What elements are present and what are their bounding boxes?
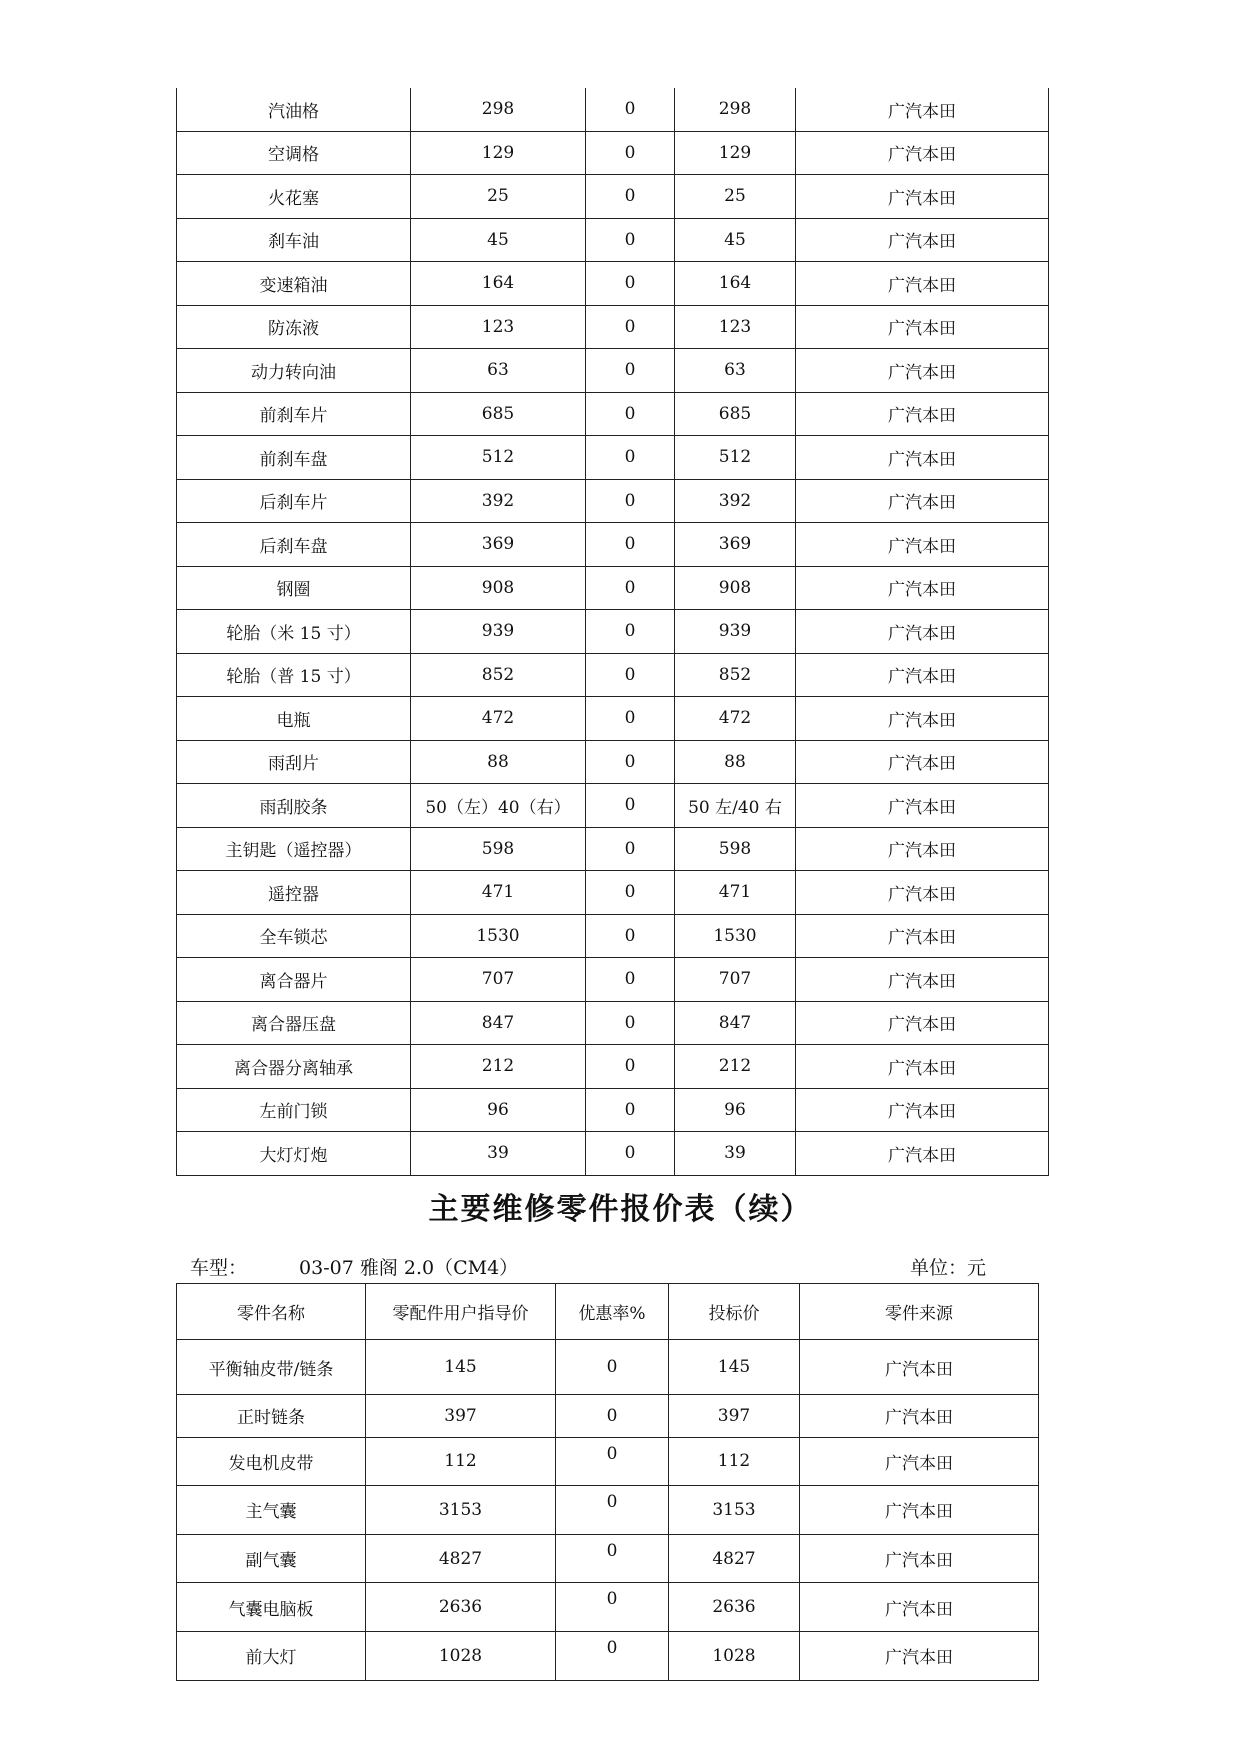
discount-cell: 0	[586, 175, 675, 219]
table-row	[177, 871, 1049, 915]
part-name-cell: 后刹车盘	[177, 523, 411, 567]
header-guide-price: 零配件用户指导价	[366, 1284, 556, 1340]
discount-cell: 0	[556, 1486, 669, 1535]
bid-price-cell: 39	[675, 1132, 796, 1176]
part-source-cell: 广汽本田	[796, 566, 1049, 610]
discount-cell: 0	[586, 479, 675, 523]
guide-price-cell: 4827	[366, 1534, 556, 1583]
bid-price-cell: 397	[669, 1395, 800, 1438]
table-row	[177, 958, 1049, 1002]
part-source-cell: 广汽本田	[796, 1132, 1049, 1176]
part-name-cell: 空调格	[177, 131, 411, 175]
discount-cell: 0	[586, 262, 675, 306]
bid-price-cell: 63	[675, 349, 796, 393]
guide-price-cell: 212	[411, 1045, 586, 1089]
part-name-cell: 主钥匙（遥控器）	[177, 827, 411, 871]
bid-price-cell: 685	[675, 392, 796, 436]
table-row	[177, 1088, 1049, 1132]
bid-price-cell: 129	[675, 131, 796, 175]
table-row	[177, 1486, 1039, 1535]
table-row	[177, 740, 1049, 784]
table-header-row	[177, 1284, 1039, 1340]
table-row	[177, 1001, 1049, 1045]
guide-price-cell: 50（左）40（右）	[411, 784, 586, 828]
guide-price-cell: 2636	[366, 1583, 556, 1632]
table-row	[177, 218, 1049, 262]
parts-price-table-continued	[176, 88, 1049, 1176]
part-name-cell: 前大灯	[177, 1631, 366, 1680]
part-source-cell: 广汽本田	[800, 1631, 1039, 1680]
bid-price-cell: 852	[675, 653, 796, 697]
model-label: 车型：	[190, 1257, 248, 1279]
part-name-cell: 气囊电脑板	[177, 1583, 366, 1632]
table-row	[177, 131, 1049, 175]
discount-cell: 0	[586, 610, 675, 654]
bid-price-cell: 145	[669, 1340, 800, 1395]
discount-cell: 0	[586, 697, 675, 741]
bid-price-cell: 598	[675, 827, 796, 871]
guide-price-cell: 512	[411, 436, 586, 480]
discount-cell: 0	[586, 871, 675, 915]
table-row	[177, 1437, 1039, 1486]
table-row	[177, 1340, 1039, 1395]
guide-price-cell: 939	[411, 610, 586, 654]
bid-price-cell: 88	[675, 740, 796, 784]
header-bid-price: 投标价	[669, 1284, 800, 1340]
table-row	[177, 479, 1049, 523]
discount-cell: 0	[586, 218, 675, 262]
part-name-cell: 前刹车片	[177, 392, 411, 436]
bid-price-cell: 847	[675, 1001, 796, 1045]
discount-cell: 0	[586, 1088, 675, 1132]
discount-cell: 0	[586, 566, 675, 610]
part-name-cell: 大灯灯炮	[177, 1132, 411, 1176]
part-source-cell: 广汽本田	[796, 740, 1049, 784]
bid-price-cell: 112	[669, 1437, 800, 1486]
parts-table-body	[177, 88, 1049, 1175]
table-row	[177, 1132, 1049, 1176]
part-name-cell: 副气囊	[177, 1534, 366, 1583]
bid-price-cell: 471	[675, 871, 796, 915]
guide-price-cell: 472	[411, 697, 586, 741]
part-source-cell: 广汽本田	[796, 784, 1049, 828]
bid-price-cell: 512	[675, 436, 796, 480]
table-row	[177, 305, 1049, 349]
guide-price-cell: 1530	[411, 914, 586, 958]
header-part-source: 零件来源	[800, 1284, 1039, 1340]
discount-cell: 0	[586, 131, 675, 175]
parts-table-body	[177, 1284, 1039, 1681]
table-row	[177, 88, 1049, 131]
guide-price-cell: 298	[411, 88, 586, 131]
guide-price-cell: 88	[411, 740, 586, 784]
part-source-cell: 广汽本田	[800, 1437, 1039, 1486]
discount-cell: 0	[586, 958, 675, 1002]
part-source-cell: 广汽本田	[800, 1340, 1039, 1395]
part-name-cell: 火花塞	[177, 175, 411, 219]
part-name-cell: 发电机皮带	[177, 1437, 366, 1486]
part-name-cell: 轮胎（普 15 寸）	[177, 653, 411, 697]
discount-cell: 0	[586, 523, 675, 567]
bid-price-cell: 392	[675, 479, 796, 523]
discount-cell: 0	[586, 1001, 675, 1045]
table-row	[177, 697, 1049, 741]
bid-price-cell: 45	[675, 218, 796, 262]
table-row	[177, 914, 1049, 958]
part-source-cell: 广汽本田	[796, 697, 1049, 741]
discount-cell: 0	[586, 392, 675, 436]
part-source-cell: 广汽本田	[796, 392, 1049, 436]
guide-price-cell: 1028	[366, 1631, 556, 1680]
table-row	[177, 566, 1049, 610]
part-source-cell: 广汽本田	[796, 262, 1049, 306]
table-row	[177, 523, 1049, 567]
part-name-cell: 电瓶	[177, 697, 411, 741]
table-row	[177, 784, 1049, 828]
guide-price-cell: 685	[411, 392, 586, 436]
part-source-cell: 广汽本田	[800, 1534, 1039, 1583]
part-name-cell: 离合器分离轴承	[177, 1045, 411, 1089]
bid-price-cell: 2636	[669, 1583, 800, 1632]
discount-cell: 0	[556, 1583, 669, 1632]
guide-price-cell: 369	[411, 523, 586, 567]
part-source-cell: 广汽本田	[796, 305, 1049, 349]
part-source-cell: 广汽本田	[796, 436, 1049, 480]
table-row	[177, 610, 1049, 654]
part-source-cell: 广汽本田	[796, 1088, 1049, 1132]
discount-cell: 0	[586, 914, 675, 958]
bid-price-cell: 212	[675, 1045, 796, 1089]
discount-cell: 0	[586, 784, 675, 828]
discount-cell: 0	[586, 88, 675, 131]
bid-price-cell: 4827	[669, 1534, 800, 1583]
guide-price-cell: 45	[411, 218, 586, 262]
bid-price-cell: 96	[675, 1088, 796, 1132]
guide-price-cell: 852	[411, 653, 586, 697]
discount-cell: 0	[586, 436, 675, 480]
bid-price-cell: 3153	[669, 1486, 800, 1535]
guide-price-cell: 598	[411, 827, 586, 871]
part-source-cell: 广汽本田	[796, 827, 1049, 871]
table-row	[177, 1395, 1039, 1438]
part-name-cell: 主气囊	[177, 1486, 366, 1535]
part-name-cell: 离合器压盘	[177, 1001, 411, 1045]
guide-price-cell: 123	[411, 305, 586, 349]
guide-price-cell: 164	[411, 262, 586, 306]
guide-price-cell: 112	[366, 1437, 556, 1486]
table-row	[177, 1583, 1039, 1632]
parts-price-table	[176, 1283, 1039, 1681]
discount-cell: 0	[586, 827, 675, 871]
table-row	[177, 1631, 1039, 1680]
guide-price-cell: 847	[411, 1001, 586, 1045]
guide-price-cell: 471	[411, 871, 586, 915]
bid-price-cell: 298	[675, 88, 796, 131]
part-source-cell: 广汽本田	[800, 1583, 1039, 1632]
part-name-cell: 防冻液	[177, 305, 411, 349]
part-source-cell: 广汽本田	[796, 479, 1049, 523]
discount-cell: 0	[586, 1045, 675, 1089]
guide-price-cell: 96	[411, 1088, 586, 1132]
table-row	[177, 1045, 1049, 1089]
discount-cell: 0	[556, 1395, 669, 1438]
bid-price-cell: 123	[675, 305, 796, 349]
guide-price-cell: 63	[411, 349, 586, 393]
guide-price-cell: 145	[366, 1340, 556, 1395]
part-name-cell: 变速箱油	[177, 262, 411, 306]
table-row	[177, 1534, 1039, 1583]
part-name-cell: 刹车油	[177, 218, 411, 262]
table-row	[177, 436, 1049, 480]
page-title: 主要维修零件报价表（续）	[428, 1192, 813, 1227]
guide-price-cell: 392	[411, 479, 586, 523]
bid-price-cell: 1028	[669, 1631, 800, 1680]
part-source-cell: 广汽本田	[796, 914, 1049, 958]
part-source-cell: 广汽本田	[800, 1395, 1039, 1438]
header-part-name: 零件名称	[177, 1284, 366, 1340]
part-source-cell: 广汽本田	[796, 1045, 1049, 1089]
bid-price-cell: 1530	[675, 914, 796, 958]
guide-price-cell: 25	[411, 175, 586, 219]
part-name-cell: 动力转向油	[177, 349, 411, 393]
bid-price-cell: 908	[675, 566, 796, 610]
guide-price-cell: 39	[411, 1132, 586, 1176]
table-row	[177, 175, 1049, 219]
table-row	[177, 392, 1049, 436]
discount-cell: 0	[586, 740, 675, 784]
vehicle-model-line	[190, 1253, 518, 1280]
bid-price-cell: 939	[675, 610, 796, 654]
part-source-cell: 广汽本田	[796, 871, 1049, 915]
part-name-cell: 全车锁芯	[177, 914, 411, 958]
part-name-cell: 轮胎（米 15 寸）	[177, 610, 411, 654]
part-name-cell: 离合器片	[177, 958, 411, 1002]
bid-price-cell: 164	[675, 262, 796, 306]
discount-cell: 0	[586, 1132, 675, 1176]
part-source-cell: 广汽本田	[796, 349, 1049, 393]
part-name-cell: 遥控器	[177, 871, 411, 915]
guide-price-cell: 707	[411, 958, 586, 1002]
guide-price-cell: 3153	[366, 1486, 556, 1535]
model-value: 03-07 雅阁 2.0（CM4）	[299, 1257, 519, 1279]
part-source-cell: 广汽本田	[800, 1486, 1039, 1535]
part-source-cell: 广汽本田	[796, 958, 1049, 1002]
bid-price-cell: 472	[675, 697, 796, 741]
discount-cell: 0	[556, 1631, 669, 1680]
guide-price-cell: 397	[366, 1395, 556, 1438]
bid-price-cell: 369	[675, 523, 796, 567]
guide-price-cell: 908	[411, 566, 586, 610]
table-row	[177, 827, 1049, 871]
discount-cell: 0	[586, 653, 675, 697]
part-name-cell: 汽油格	[177, 88, 411, 131]
part-source-cell: 广汽本田	[796, 653, 1049, 697]
part-source-cell: 广汽本田	[796, 88, 1049, 131]
table-row	[177, 653, 1049, 697]
table-row	[177, 349, 1049, 393]
part-name-cell: 后刹车片	[177, 479, 411, 523]
discount-cell: 0	[586, 305, 675, 349]
part-name-cell: 前刹车盘	[177, 436, 411, 480]
discount-cell: 0	[586, 349, 675, 393]
guide-price-cell: 129	[411, 131, 586, 175]
bid-price-cell: 707	[675, 958, 796, 1002]
unit-label: 单位：元	[910, 1257, 987, 1279]
part-name-cell: 雨刮片	[177, 740, 411, 784]
part-name-cell: 雨刮胶条	[177, 784, 411, 828]
bid-price-cell: 50 左/40 右	[675, 784, 796, 828]
bid-price-cell: 25	[675, 175, 796, 219]
part-name-cell: 左前门锁	[177, 1088, 411, 1132]
part-name-cell: 钢圈	[177, 566, 411, 610]
part-source-cell: 广汽本田	[796, 610, 1049, 654]
discount-cell: 0	[556, 1534, 669, 1583]
part-name-cell: 正时链条	[177, 1395, 366, 1438]
discount-cell: 0	[556, 1437, 669, 1486]
part-source-cell: 广汽本田	[796, 175, 1049, 219]
header-discount-rate: 优惠率%	[556, 1284, 669, 1340]
part-source-cell: 广汽本田	[796, 218, 1049, 262]
discount-cell: 0	[556, 1340, 669, 1395]
part-name-cell: 平衡轴皮带/链条	[177, 1340, 366, 1395]
part-source-cell: 广汽本田	[796, 523, 1049, 567]
part-source-cell: 广汽本田	[796, 131, 1049, 175]
table-row	[177, 262, 1049, 306]
part-source-cell: 广汽本田	[796, 1001, 1049, 1045]
